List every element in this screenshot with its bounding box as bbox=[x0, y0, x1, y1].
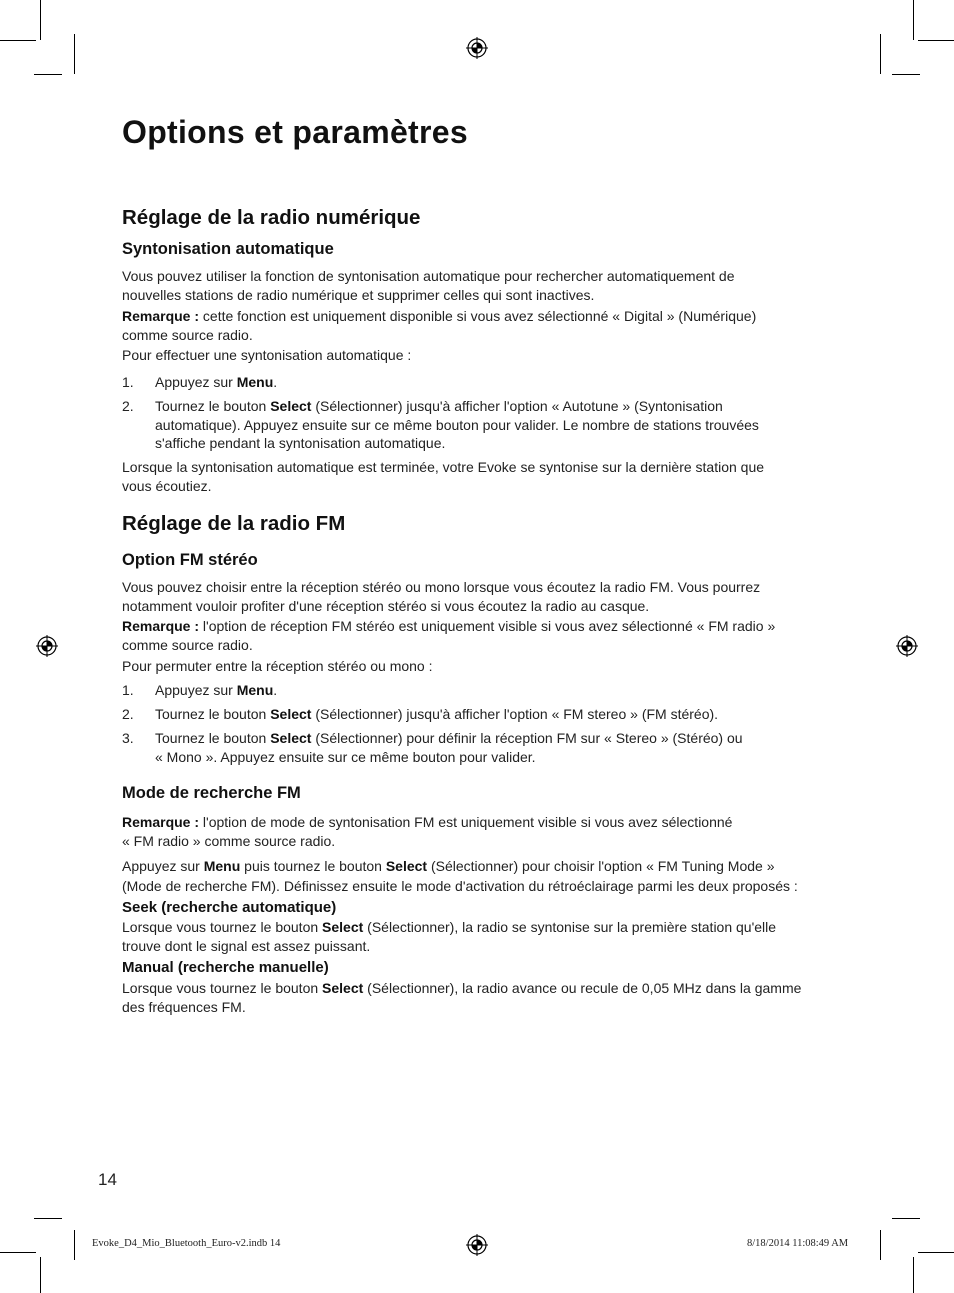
note-autotune: Remarque : cette fonction est uniquement disponible si vous avez sélectionné « Digital » (Numérique) comme source radio. bbox=[122, 308, 757, 343]
print-slug-timestamp: 8/18/2014 11:08:49 AM bbox=[747, 1238, 849, 1249]
subheading-manual: Manual (recherche manuelle) bbox=[122, 959, 329, 976]
subheading-seek: Seek (recherche automatique) bbox=[122, 899, 337, 916]
print-slug-file: Evoke_D4_Mio_Bluetooth_Euro-v2.indb 14 bbox=[92, 1238, 281, 1249]
page-number: 14 bbox=[98, 1170, 117, 1189]
section-heading-fm: Réglage de la radio FM bbox=[122, 512, 346, 535]
paragraph-fm-stereo-intro: Vous pouvez choisir entre la réception stéréo ou mono lorsque vous écoutez la radio FM. Vous pourrez notamment vouloir profiter d'une réception stéréo si vous écoutez la radio au casque. bbox=[122, 579, 761, 614]
note-fm-mode: Remarque : l'option de mode de syntonisation FM est uniquement visible si vous avez sélectionné « FM radio » comme source radio. bbox=[122, 814, 733, 849]
paragraph-fm-stereo-lead: Pour permuter entre la réception stéréo ou mono : bbox=[122, 658, 433, 674]
registration-mark-icon bbox=[896, 635, 918, 657]
paragraph-manual: Lorsque vous tournez le bouton Select (Sélectionner), la radio avance ou recule de 0,05 MHz dans la gamme des fréquences FM. bbox=[122, 980, 802, 1015]
paragraph-fm-mode-instructions: Appuyez sur Menu puis tournez le bouton Select (Sélectionner) pour choisir l'option « FM Tuning Mode » (Mode de recherche FM). Définissez ensuite le mode d'activation du rétroéclairage parmi les deux proposés : bbox=[122, 858, 798, 894]
note-fm-stereo: Remarque : l'option de réception FM stéréo est uniquement visible si vous avez sélectionné « FM radio » comme source radio. bbox=[122, 618, 776, 653]
subheading-fm-stereo: Option FM stéréo bbox=[122, 551, 258, 569]
subheading-autotune: Syntonisation automatique bbox=[122, 240, 334, 258]
page-title: Options et paramètres bbox=[122, 114, 468, 150]
paragraph-autotune-after: Lorsque la syntonisation automatique est terminée, votre Evoke se syntonise sur la dernière station que vous écoutiez. bbox=[122, 459, 765, 494]
paragraph-autotune-lead: Pour effectuer une syntonisation automatique : bbox=[122, 347, 412, 363]
subheading-fm-mode: Mode de recherche FM bbox=[122, 784, 301, 802]
paragraph-seek: Lorsque vous tournez le bouton Select (Sélectionner), la radio se syntonise sur la première station qu'elle trouve dont le signal est assez puissant. bbox=[122, 919, 777, 954]
registration-mark-icon bbox=[466, 1234, 488, 1256]
section-heading-digital: Réglage de la radio numérique bbox=[122, 206, 421, 229]
registration-mark-icon bbox=[466, 37, 488, 59]
registration-mark-icon bbox=[36, 635, 58, 657]
paragraph-autotune-intro: Vous pouvez utiliser la fonction de syntonisation automatique pour rechercher automatiquement de nouvelles stations de radio numérique et supprimer celles qui sont inactives. bbox=[122, 268, 735, 303]
